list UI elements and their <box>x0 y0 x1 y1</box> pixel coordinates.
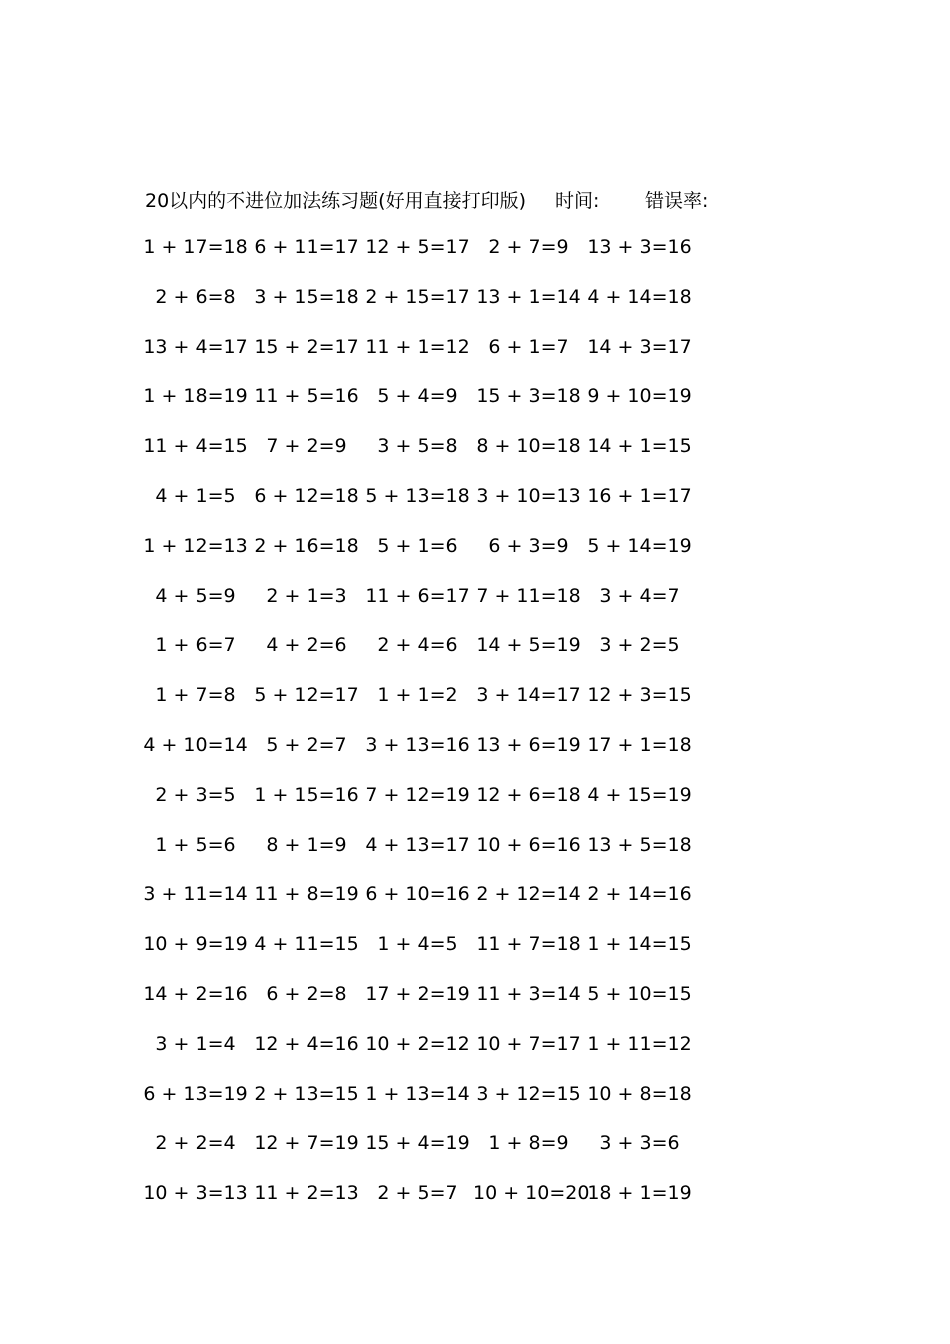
problem-cell: 1 + 15=16 <box>254 783 359 806</box>
page-title: 20以内的不进位加法练习题(好用直接打印版) <box>145 190 527 212</box>
problem-cell: 10 + 9=19 <box>143 933 248 956</box>
problem-cell: 2 + 4=6 <box>377 634 458 657</box>
problem-cell: 11 + 5=16 <box>254 385 359 408</box>
problem-cell: 4 + 5=9 <box>155 584 236 607</box>
problem-cell: 4 + 2=6 <box>266 634 347 657</box>
problem-cell: 15 + 3=18 <box>476 385 581 408</box>
problem-grid <box>140 236 700 1232</box>
problem-row <box>140 236 700 286</box>
problem-cell: 2 + 1=3 <box>266 584 347 607</box>
problem-cell: 4 + 15=19 <box>587 783 692 806</box>
problem-cell: 5 + 1=6 <box>377 534 458 557</box>
problem-cell: 1 + 6=7 <box>155 634 236 657</box>
problem-cell: 3 + 4=7 <box>599 584 680 607</box>
error-rate-label: 错误率: <box>645 190 709 212</box>
problem-cell: 10 + 6=16 <box>476 833 581 856</box>
problem-row <box>140 485 700 535</box>
problem-cell: 6 + 3=9 <box>488 534 569 557</box>
problem-cell: 2 + 7=9 <box>488 236 569 258</box>
problem-cell: 1 + 1=2 <box>377 684 458 707</box>
problem-cell: 1 + 14=15 <box>587 933 692 956</box>
problem-cell: 8 + 1=9 <box>266 833 347 856</box>
problem-cell: 6 + 11=17 <box>254 236 359 258</box>
problem-row <box>140 1083 700 1133</box>
problem-cell: 2 + 5=7 <box>377 1182 458 1205</box>
problem-cell: 2 + 2=4 <box>155 1132 236 1155</box>
problem-row <box>140 883 700 933</box>
problem-cell: 4 + 1=5 <box>155 484 236 507</box>
problem-cell: 1 + 12=13 <box>143 534 248 557</box>
problem-cell: 6 + 1=7 <box>488 335 569 358</box>
problem-cell: 2 + 15=17 <box>365 285 470 308</box>
problem-row <box>140 385 700 435</box>
problem-cell: 13 + 6=19 <box>476 733 581 756</box>
problem-row <box>140 1132 700 1182</box>
problem-cell: 17 + 2=19 <box>365 982 470 1005</box>
problem-cell: 5 + 10=15 <box>587 982 692 1005</box>
problem-cell: 3 + 5=8 <box>377 435 458 458</box>
problem-cell: 3 + 14=17 <box>476 684 581 707</box>
problem-cell: 6 + 2=8 <box>266 982 347 1005</box>
problem-cell: 12 + 6=18 <box>476 783 581 806</box>
problem-cell: 14 + 2=16 <box>143 982 248 1005</box>
problem-cell: 4 + 10=14 <box>143 733 248 756</box>
problem-cell: 2 + 13=15 <box>254 1082 359 1105</box>
problem-row <box>140 435 700 485</box>
problem-cell: 5 + 4=9 <box>377 385 458 408</box>
problem-cell: 7 + 11=18 <box>476 584 581 607</box>
problem-cell: 6 + 10=16 <box>365 883 470 906</box>
problem-cell: 1 + 8=9 <box>488 1132 569 1155</box>
problem-cell: 3 + 1=4 <box>155 1032 236 1055</box>
problem-cell: 1 + 13=14 <box>365 1082 470 1105</box>
problem-row <box>140 834 700 884</box>
problem-cell: 2 + 6=8 <box>155 285 236 308</box>
problem-cell: 10 + 10=20 <box>473 1182 590 1205</box>
problem-cell: 11 + 1=12 <box>365 335 470 358</box>
problem-cell: 6 + 13=19 <box>143 1082 248 1105</box>
time-label: 时间: <box>555 190 600 212</box>
problem-cell: 7 + 12=19 <box>365 783 470 806</box>
problem-row <box>140 933 700 983</box>
problem-cell: 3 + 13=16 <box>365 733 470 756</box>
problem-cell: 7 + 2=9 <box>266 435 347 458</box>
problem-row <box>140 983 700 1033</box>
problem-cell: 1 + 11=12 <box>587 1032 692 1055</box>
problem-cell: 8 + 10=18 <box>476 435 581 458</box>
problem-cell: 1 + 7=8 <box>155 684 236 707</box>
problem-cell: 11 + 8=19 <box>254 883 359 906</box>
problem-cell: 5 + 2=7 <box>266 733 347 756</box>
problem-cell: 3 + 10=13 <box>476 484 581 507</box>
problem-cell: 3 + 15=18 <box>254 285 359 308</box>
problem-cell: 1 + 4=5 <box>377 933 458 956</box>
problem-cell: 12 + 5=17 <box>365 236 470 258</box>
problem-cell: 12 + 3=15 <box>587 684 692 707</box>
problem-cell: 2 + 12=14 <box>476 883 581 906</box>
problem-cell: 13 + 4=17 <box>143 335 248 358</box>
problem-cell: 15 + 4=19 <box>365 1132 470 1155</box>
problem-cell: 11 + 3=14 <box>476 982 581 1005</box>
problem-row <box>140 734 700 784</box>
problem-cell: 2 + 3=5 <box>155 783 236 806</box>
problem-row <box>140 535 700 585</box>
problem-cell: 10 + 2=12 <box>365 1032 470 1055</box>
problem-cell: 11 + 7=18 <box>476 933 581 956</box>
problem-cell: 13 + 1=14 <box>476 285 581 308</box>
problem-cell: 12 + 7=19 <box>254 1132 359 1155</box>
problem-cell: 18 + 1=19 <box>587 1182 692 1205</box>
problem-cell: 3 + 2=5 <box>599 634 680 657</box>
problem-cell: 4 + 13=17 <box>365 833 470 856</box>
problem-cell: 6 + 12=18 <box>254 484 359 507</box>
problem-cell: 16 + 1=17 <box>587 484 692 507</box>
problem-row <box>140 336 700 386</box>
problem-cell: 10 + 7=17 <box>476 1032 581 1055</box>
problem-row <box>140 634 700 684</box>
problem-cell: 9 + 10=19 <box>587 385 692 408</box>
problem-cell: 1 + 17=18 <box>143 236 248 258</box>
problem-cell: 1 + 5=6 <box>155 833 236 856</box>
problem-cell: 13 + 5=18 <box>587 833 692 856</box>
problem-row <box>140 784 700 834</box>
problem-cell: 5 + 14=19 <box>587 534 692 557</box>
problem-cell: 17 + 1=18 <box>587 733 692 756</box>
problem-cell: 2 + 14=16 <box>587 883 692 906</box>
problem-cell: 4 + 14=18 <box>587 285 692 308</box>
problem-cell: 14 + 3=17 <box>587 335 692 358</box>
problem-cell: 3 + 3=6 <box>599 1132 680 1155</box>
problem-cell: 14 + 5=19 <box>476 634 581 657</box>
problem-cell: 5 + 13=18 <box>365 484 470 507</box>
problem-cell: 11 + 6=17 <box>365 584 470 607</box>
problem-cell: 11 + 2=13 <box>254 1182 359 1205</box>
problem-cell: 4 + 11=15 <box>254 933 359 956</box>
problem-cell: 11 + 4=15 <box>143 435 248 458</box>
problem-cell: 3 + 11=14 <box>143 883 248 906</box>
problem-cell: 5 + 12=17 <box>254 684 359 707</box>
problem-cell: 13 + 3=16 <box>587 236 692 258</box>
problem-cell: 2 + 16=18 <box>254 534 359 557</box>
problem-row <box>140 286 700 336</box>
problem-cell: 10 + 8=18 <box>587 1082 692 1105</box>
problem-cell: 12 + 4=16 <box>254 1032 359 1055</box>
problem-cell: 15 + 2=17 <box>254 335 359 358</box>
problem-cell: 1 + 18=19 <box>143 385 248 408</box>
problem-row <box>140 585 700 635</box>
problem-cell: 10 + 3=13 <box>143 1182 248 1205</box>
problem-cell: 14 + 1=15 <box>587 435 692 458</box>
problem-row <box>140 684 700 734</box>
problem-row <box>140 1182 700 1232</box>
problem-row <box>140 1033 700 1083</box>
problem-cell: 3 + 12=15 <box>476 1082 581 1105</box>
